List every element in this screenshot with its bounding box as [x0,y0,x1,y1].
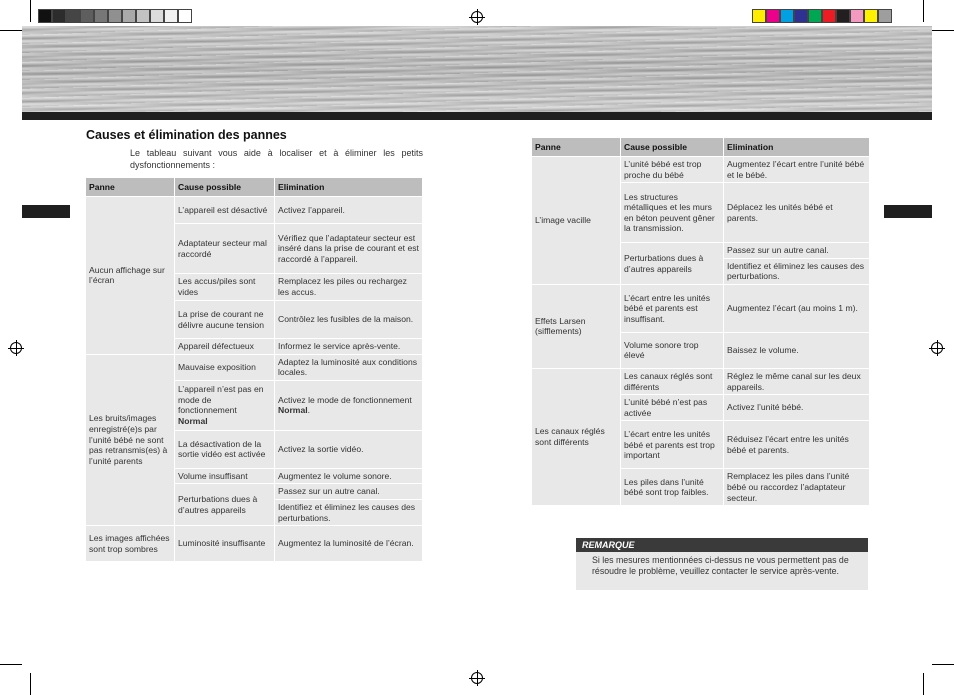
elimination-cell: Augmentez la luminosité de l’écran. [275,526,423,562]
color-swatch [850,9,864,23]
cause-cell: Perturbations dues à d’autres appareils [175,484,275,526]
elimination-cell: Remplacez les piles ou rechargez les accus. [275,274,423,301]
elim-text: Activez le mode de fonctionnement [278,394,412,405]
elim-text: . [307,405,310,416]
color-swatch [864,9,878,23]
registration-mark-icon [471,672,483,684]
crop-mark [0,664,22,665]
elimination-cell: Identifiez et éliminez les causes des perturbations. [724,258,870,284]
header-cause: Cause possible [175,178,275,197]
elimination-cell: Augmentez le volume sonore. [275,468,423,484]
color-swatch [766,9,780,23]
cause-cell [175,380,275,430]
elimination-cell: Augmentez l’écart (au moins 1 m). [724,284,870,332]
elimination-cell: Adaptez la luminosité aux conditions locales. [275,354,423,380]
crop-mark [30,0,31,22]
color-swatch [164,9,178,23]
header-panne: Panne [532,138,621,157]
page-tab-left [22,205,70,218]
header-panne: Panne [86,178,175,197]
panne-cell: L’image vacille [532,157,621,285]
elimination-cell: Activez l’unité bébé. [724,395,870,421]
elimination-cell: Activez la sortie vidéo. [275,430,423,468]
cause-cell: La désactivation de la sortie vidéo est activée [175,430,275,468]
header-elimination: Elimination [724,138,870,157]
crop-mark [932,664,954,665]
color-swatch [752,9,766,23]
color-swatch [94,9,108,23]
header-elimination: Elimination [275,178,423,197]
color-swatch [178,9,192,23]
color-swatch [52,9,66,23]
intro-text: Le tableau suivant vous aide à localiser et à éliminer les petits dysfonctionnements : [130,148,423,170]
elimination-cell: Passez sur un autre canal. [724,243,870,259]
elimination-cell: Déplacez les unités bébé et parents. [724,183,870,243]
cause-cell: Perturbations dues à d’autres appareils [621,243,724,285]
elimination-cell: Informez le service après-vente. [275,339,423,355]
registration-mark-icon [471,11,483,23]
registration-mark-icon [10,342,22,354]
elimination-cell: Réduisez l’écart entre les unités bébé et parents. [724,421,870,469]
color-swatch [780,9,794,23]
elimination-cell: Remplacez les piles dans l’unité bébé ou raccordez l’adaptateur secteur. [724,469,870,506]
cause-cell: La prise de courant ne délivre aucune tension [175,301,275,339]
header-banner [22,26,932,112]
troubleshooting-table-left [85,177,423,562]
note-heading: REMARQUE [576,538,868,552]
elimination-cell: Réglez le même canal sur les deux appareils. [724,368,870,394]
troubleshooting-table-right [531,137,870,506]
elimination-cell: Identifiez et éliminez les causes des perturbations. [275,499,423,525]
note-text: Si les mesures mentionnées ci-dessus ne vous permettent pas de résoudre le problème, veuillez contacter le service après-vente. [576,552,868,590]
cause-cell: Les canaux réglés sont différents [621,368,724,394]
page-tab-right [884,205,932,218]
color-bar-gray [38,9,192,23]
cause-text-bold: Normal [178,415,208,426]
panne-cell: Effets Larsen (sifflements) [532,284,621,368]
color-swatch [878,9,892,23]
cause-cell: Volume insuffisant [175,468,275,484]
color-swatch [80,9,94,23]
cause-cell: Les accus/piles sont vides [175,274,275,301]
page-title: Causes et élimination des pannes [86,128,287,142]
cause-cell: L’unité bébé est trop proche du bébé [621,157,724,183]
elim-text-bold: Normal [278,405,308,416]
crop-mark [0,30,22,31]
color-swatch [794,9,808,23]
registration-mark-icon [931,342,943,354]
panne-cell: Les canaux réglés sont différents [532,368,621,505]
cause-cell: Luminosité insuffisante [175,526,275,562]
elimination-cell: Vérifiez que l’adaptateur secteur est inséré dans la prise de courant et est raccordé à l’appareil. [275,224,423,274]
cause-cell: Volume sonore trop élevé [621,332,724,368]
color-swatch [150,9,164,23]
cause-cell: L’unité bébé n’est pas activée [621,395,724,421]
cause-cell: L’écart entre les unités bébé et parents est trop important [621,421,724,469]
elimination-cell: Passez sur un autre canal. [275,484,423,500]
cause-cell: Mauvaise exposition [175,354,275,380]
cause-cell: Les structures métalliques et les murs en béton peuvent gêner la transmission. [621,183,724,243]
panne-cell: Les images affichées sont trop sombres [86,526,175,562]
cause-cell: Adaptateur secteur mal raccordé [175,224,275,274]
color-swatch [136,9,150,23]
elimination-cell: Baissez le volume. [724,332,870,368]
color-swatch [808,9,822,23]
crop-mark [923,673,924,695]
color-swatch [836,9,850,23]
elimination-cell: Augmentez l’écart entre l’unité bébé et le bébé. [724,157,870,183]
cause-text: L’appareil n’est pas en mode de fonctionnement [178,384,264,416]
header-cause: Cause possible [621,138,724,157]
cause-cell: L’appareil est désactivé [175,197,275,224]
cause-cell: Les piles dans l’unité bébé sont trop faibles. [621,469,724,506]
color-swatch [66,9,80,23]
color-swatch [38,9,52,23]
cause-cell: Appareil défectueux [175,339,275,355]
header-bar [22,112,932,120]
crop-mark [30,673,31,695]
color-swatch [822,9,836,23]
panne-cell: Aucun affichage sur l’écran [86,197,175,355]
elimination-cell: Activez l’appareil. [275,197,423,224]
crop-mark [923,0,924,22]
color-bar-color [752,9,892,23]
cause-cell: L’écart entre les unités bébé et parents est insuffisant. [621,284,724,332]
elimination-cell: Contrôlez les fusibles de la maison. [275,301,423,339]
crop-mark [932,30,954,31]
panne-cell: Les bruits/images enregistré(e)s par l’unité bébé ne sont pas retransmis(es) à l’unité parents [86,354,175,526]
color-swatch [122,9,136,23]
color-swatch [108,9,122,23]
elimination-cell [275,380,423,430]
